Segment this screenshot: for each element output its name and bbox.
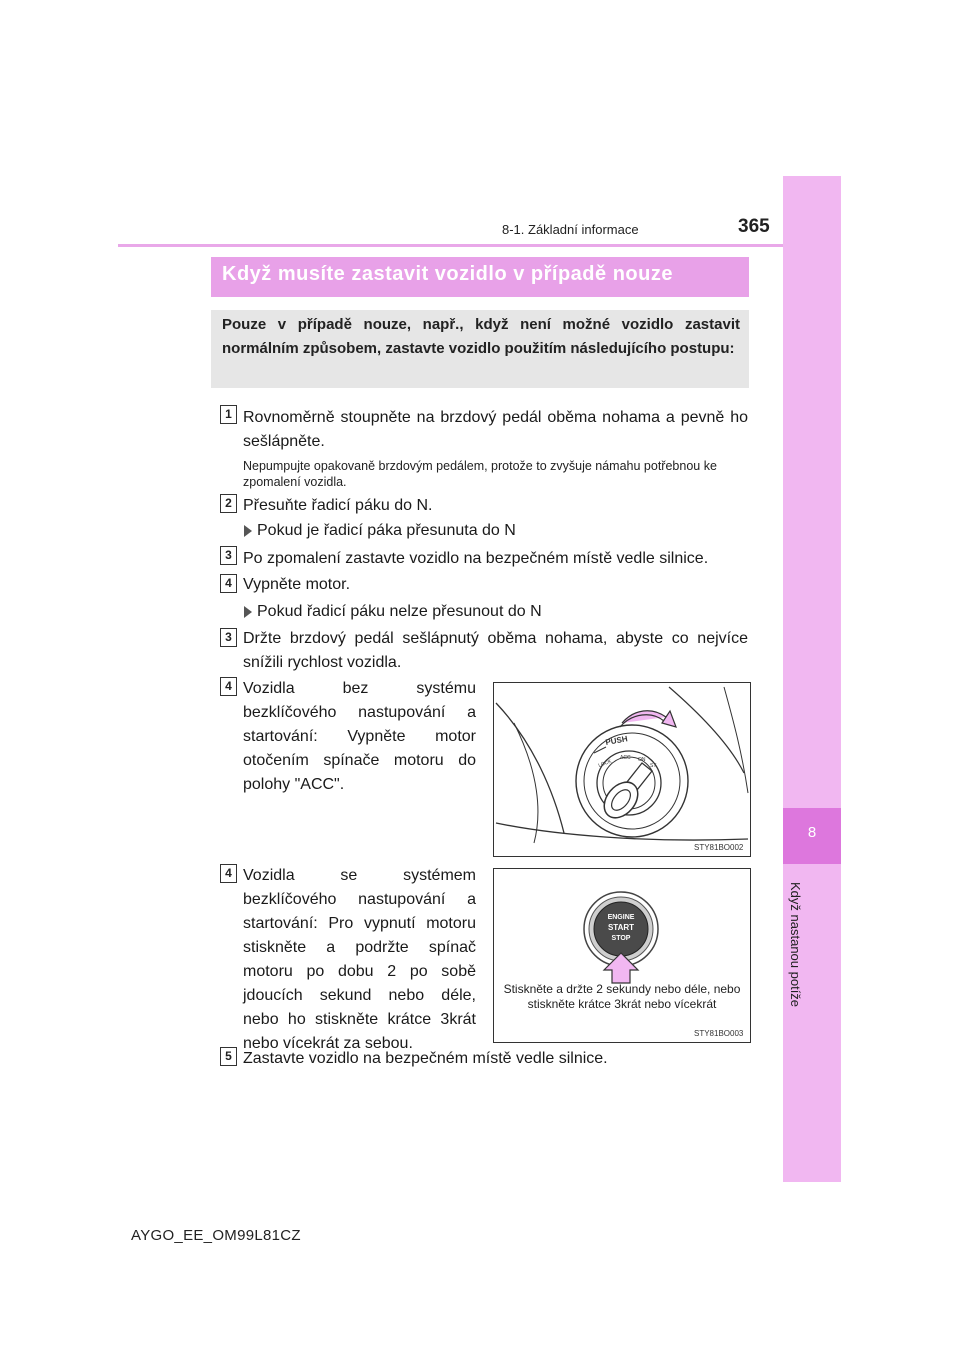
step-number: 3 — [220, 546, 237, 565]
document-code: AYGO_EE_OM99L81CZ — [131, 1227, 301, 1244]
section-heading: 8-1. Základní informace — [502, 222, 639, 237]
chapter-title-vertical — [788, 882, 825, 1062]
figure-code: STY81BO002 — [694, 843, 744, 852]
step-note: Nepumpujte opakovaně brzdovým pedálem, protože to zvyšuje námahu potřebnou ke zpomalení vozidla. — [243, 459, 717, 489]
step-text: Vozidla bez systému bezklíčového nastupování a startování: Vypněte motor otočením spínače motoru do polohy "ACC". — [243, 680, 476, 793]
step-text: Zastavte vozidlo na bezpečném místě vedle silnice. — [243, 1050, 608, 1067]
intro-text: Pouze v případě nouze, např., když není možné vozidlo zastavit normálním způsobem, zastavte vozidlo použitím následujícího postupu: — [222, 316, 740, 357]
step-number: 2 — [220, 494, 237, 513]
page-title: Když musíte zastavit vozidlo v případě nouze — [222, 263, 673, 285]
subheading-if-n: Pokud je řadicí páka přesunuta do N — [257, 522, 516, 539]
figure-code: STY81BO003 — [694, 1029, 744, 1038]
page-number: 365 — [738, 216, 770, 237]
step-text: Vozidla se systémem bezklíčového nastupování a startování: Pro vypnutí motoru stiskněte a podržte spínač motoru po dobu 2 po sobě jdoucích sekund nebo déle, nebo ho stiskněte krátce 3krát nebo vícekrát za sebou. — [243, 867, 476, 1052]
header-rule — [118, 244, 783, 247]
push-label: PUSH — [604, 734, 629, 747]
figure-caption: Stiskněte a držte 2 sekundy nebo déle, nebo stiskněte krátce 3krát nebo vícekrát — [503, 982, 741, 1011]
on-label: ON — [638, 757, 646, 763]
step-number: 5 — [220, 1047, 237, 1066]
chapter-number: 8 — [807, 824, 817, 841]
start-stop-button-illustration — [494, 869, 750, 1042]
stop-label: STOP — [611, 935, 631, 942]
step-number: 4 — [220, 574, 237, 593]
step-number: 4 — [220, 677, 237, 696]
step-number: 1 — [220, 405, 237, 424]
step-text: Přesuňte řadicí páku do N. — [243, 497, 433, 514]
subheading-if-not-n: Pokud řadicí páku nelze přesunout do N — [257, 603, 542, 620]
lock-label: LOCK — [597, 758, 613, 769]
step-text: Rovnoměrně stoupněte na brzdový pedál oběma nohama a pevně ho sešlápněte. — [243, 409, 748, 450]
step-text: Držte brzdový pedál sešlápnutý oběma nohama, abyste co nejvíce snížili rychlost vozidla. — [243, 630, 748, 671]
ignition-key-illustration — [494, 683, 750, 856]
triangle-bullet-icon — [244, 525, 252, 537]
step-text: Po zpomalení zastavte vozidlo na bezpečném místě vedle silnice. — [243, 550, 709, 567]
step-number: 3 — [220, 628, 237, 647]
step-number: 4 — [220, 864, 237, 883]
triangle-bullet-icon — [244, 606, 252, 618]
step-text: Vypněte motor. — [243, 576, 351, 593]
start-label: START — [607, 923, 635, 932]
ignition-key-figure — [493, 682, 751, 857]
start-label: ST — [650, 763, 657, 769]
chapter-title: Když nastanou potíže — [788, 882, 803, 1008]
engine-label: ENGINE — [607, 914, 635, 921]
acc-label: ACC — [620, 755, 631, 761]
start-stop-button-figure — [493, 868, 751, 1043]
